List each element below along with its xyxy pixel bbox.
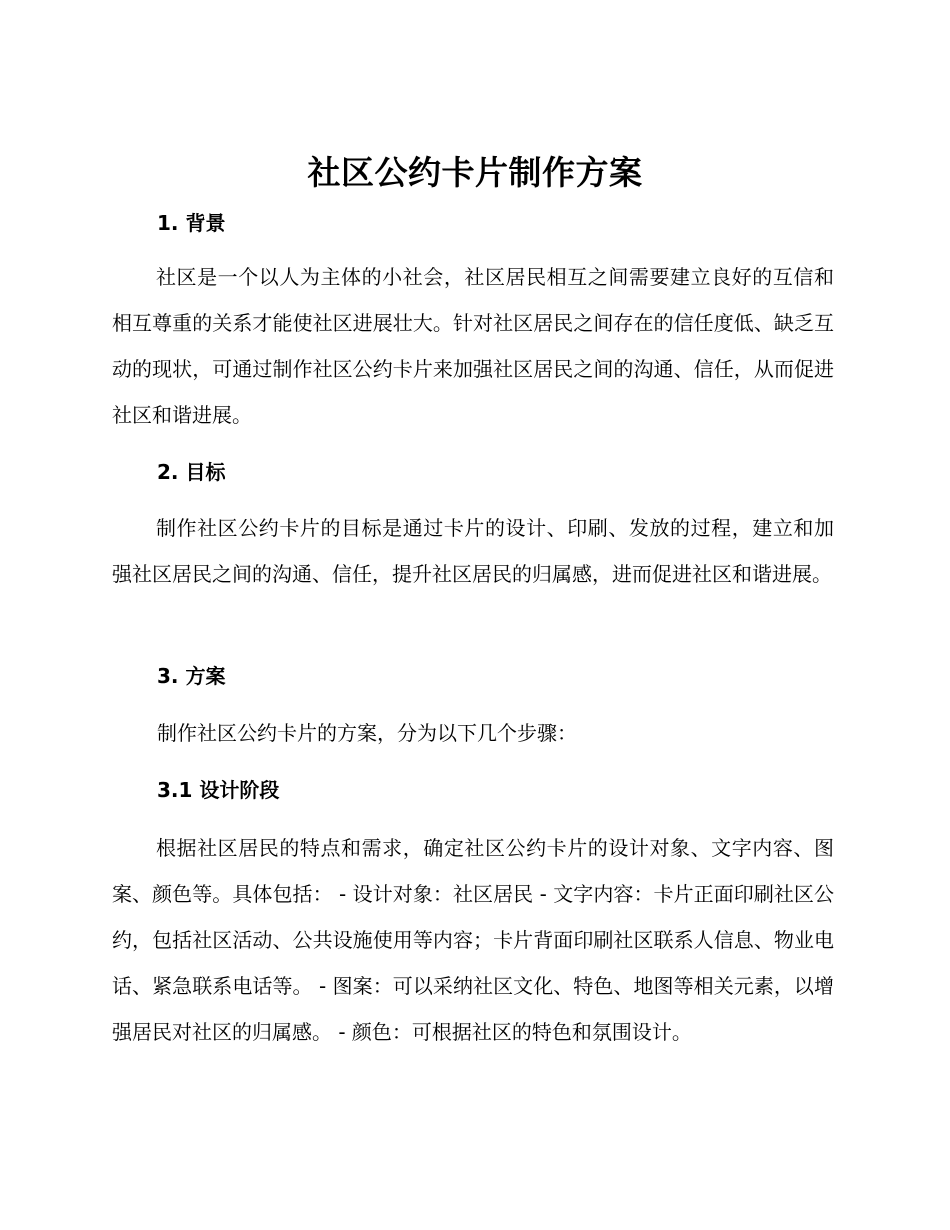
- section-paragraph-background: 社区是一个以人为主体的小社会，社区居民相互之间需要建立良好的互信和相互尊重的关系才能使社区进展壮大。针对社区居民之间存在的信任度低、缺乏互动的现状，可通过制作社区公约卡片来加强社区居民之间的沟通、信任，从而促进社区和谐进展。: [112, 265, 834, 427]
- section-paragraph-design-stage: 根据社区居民的特点和需求，确定社区公约卡片的设计对象、文字内容、图案、颜色等。具体包括： - 设计对象：社区居民 - 文字内容：卡片正面印刷社区公约，包括社区活动、公共设施使用等内容；卡片背面印刷社区联系人信息、物业电话、紧急联系电话等。 - 图案：可以采纳社区文化、特色、地图等相关元素，以增强居民对社区的归属感。 - 颜色：可根据社区的特色和氛围设计。: [112, 836, 834, 1044]
- document-title: 社区公约卡片制作方案: [307, 153, 643, 192]
- section-heading-plan: 3. 方案: [157, 664, 226, 688]
- section-paragraph-goal: 制作社区公约卡片的目标是通过卡片的设计、印刷、发放的过程，建立和加强社区居民之间的沟通、信任，提升社区居民的归属感，进而促进社区和谐进展。: [112, 516, 834, 586]
- section-heading-design-stage: 3.1 设计阶段: [157, 778, 280, 802]
- section-heading-background: 1. 背景: [157, 211, 226, 235]
- section-heading-goal: 2. 目标: [157, 460, 226, 484]
- section-intro-plan: 制作社区公约卡片的方案，分为以下几个步骤：: [157, 721, 577, 745]
